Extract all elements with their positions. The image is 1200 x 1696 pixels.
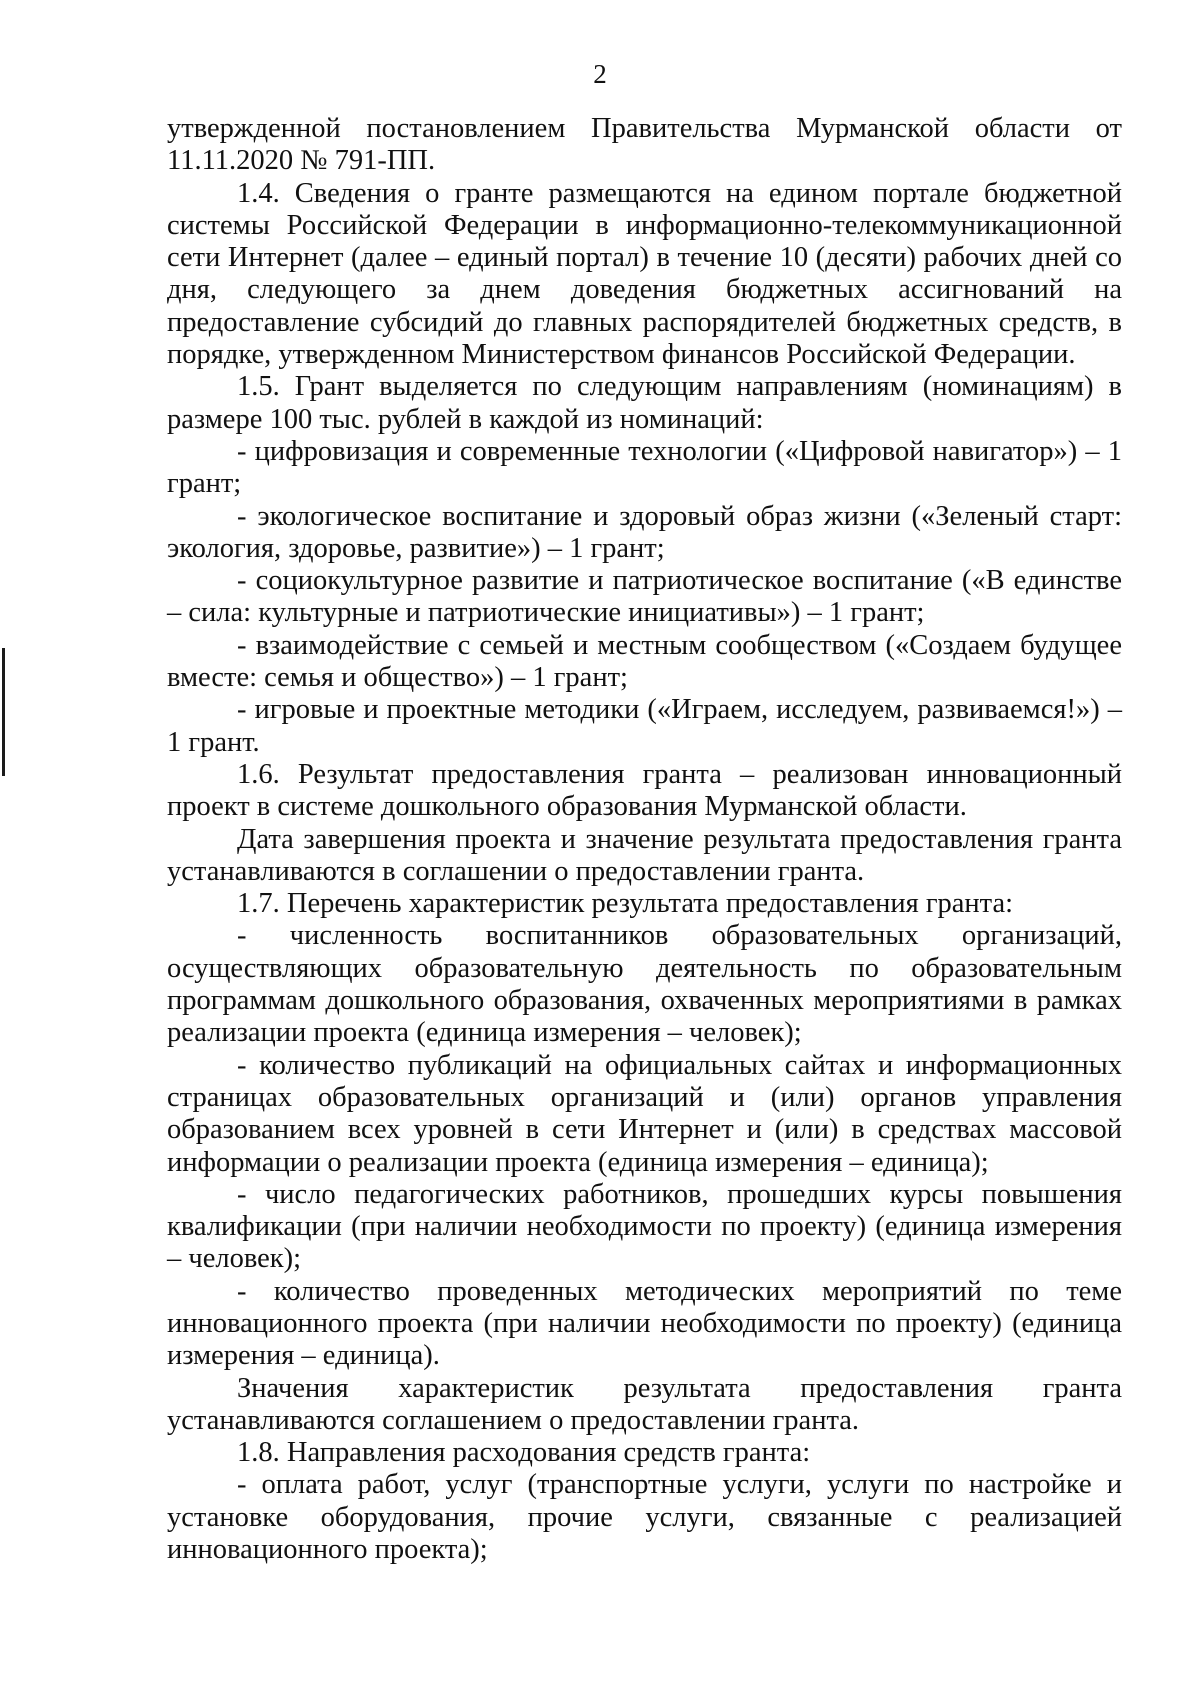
paragraph: Значения характеристик результата предоставления гранта устанавливаются соглашением о предоставлении гранта.	[167, 1372, 1122, 1436]
list-item-expense: - оплата работ, услуг (транспортные услуги, услуги по настройке и установке оборудования, прочие услуги, связанные с реализацией инновационного проекта);	[167, 1469, 1122, 1566]
paragraph-1-6: 1.6. Результат предоставления гранта – реализован инновационный проект в системе дошкольного образования Мурманской области.	[167, 758, 1122, 823]
list-item-characteristic: - численность воспитанников образовательных организаций, осуществляющих образовательную деятельность по образовательным программам дошкольного образования, охваченных мероприятиями в рамках реализации проекта (единица измерения – человек);	[167, 920, 1122, 1049]
list-item-nomination: - взаимодействие с семьей и местным сообществом («Создаем будущее вместе: семья и общество») – 1 грант;	[167, 629, 1122, 694]
paragraph-1-4: 1.4. Сведения о гранте размещаются на едином портале бюджетной системы Российской Федерации в информационно-телекоммуникационной сети Интернет (далее – единый портал) в течение 10 (десяти) рабочих дней со дня, следующего за днем доведения бюджетных ассигнований на предоставление субсидий до главных распорядителей бюджетных средств, в порядке, утвержденном Министерством финансов Российской Федерации.	[167, 177, 1122, 371]
paragraph-1-7: 1.7. Перечень характеристик результата предоставления гранта:	[237, 888, 1014, 920]
list-item-nomination: - социокультурное развитие и патриотическое воспитание («В единстве – сила: культурные и патриотические инициативы») – 1 грант;	[167, 565, 1122, 629]
list-item-characteristic: - количество проведенных методических мероприятий по теме инновационного проекта (при наличии необходимости по проекту) (единица измерения – единица).	[167, 1275, 1122, 1372]
paragraph-1-8: 1.8. Направления расходования средств гранта:	[237, 1437, 811, 1469]
list-item-nomination: - игровые и проектные методики («Играем, исследуем, развиваемся!») – 1 грант.	[167, 694, 1122, 758]
list-item-characteristic: - число педагогических работников, прошедших курсы повышения квалификации (при наличии необходимости по проекту) (единица измерения – человек);	[167, 1178, 1122, 1275]
list-item-nomination: - экологическое воспитание и здоровый образ жизни («Зеленый старт: экология, здоровье, развитие») – 1 грант;	[167, 500, 1122, 564]
scan-margin-mark	[2, 648, 5, 776]
list-item-nomination: - цифровизация и современные технологии («Цифровой навигатор») – 1 грант;	[167, 435, 1122, 500]
paragraph: утвержденной постановлением Правительства Мурманской области от 11.11.2020 № 791-ПП.	[167, 113, 1122, 177]
paragraph: Дата завершения проекта и значение результата предоставления гранта устанавливаются в соглашении о предоставлении гранта.	[167, 823, 1122, 887]
document-body	[167, 113, 1122, 1566]
list-item-characteristic: - количество публикаций на официальных сайтах и информационных страницах образовательных организаций и (или) органов управления образованием всех уровней в сети Интернет и (или) в средствах массовой информации о реализации проекта (единица измерения – единица);	[167, 1049, 1122, 1178]
page-number: 2	[593, 59, 607, 89]
paragraph-1-5: 1.5. Грант выделяется по следующим направлениям (номинациям) в размере 100 тыс. рублей в каждой из номинаций:	[167, 371, 1122, 435]
